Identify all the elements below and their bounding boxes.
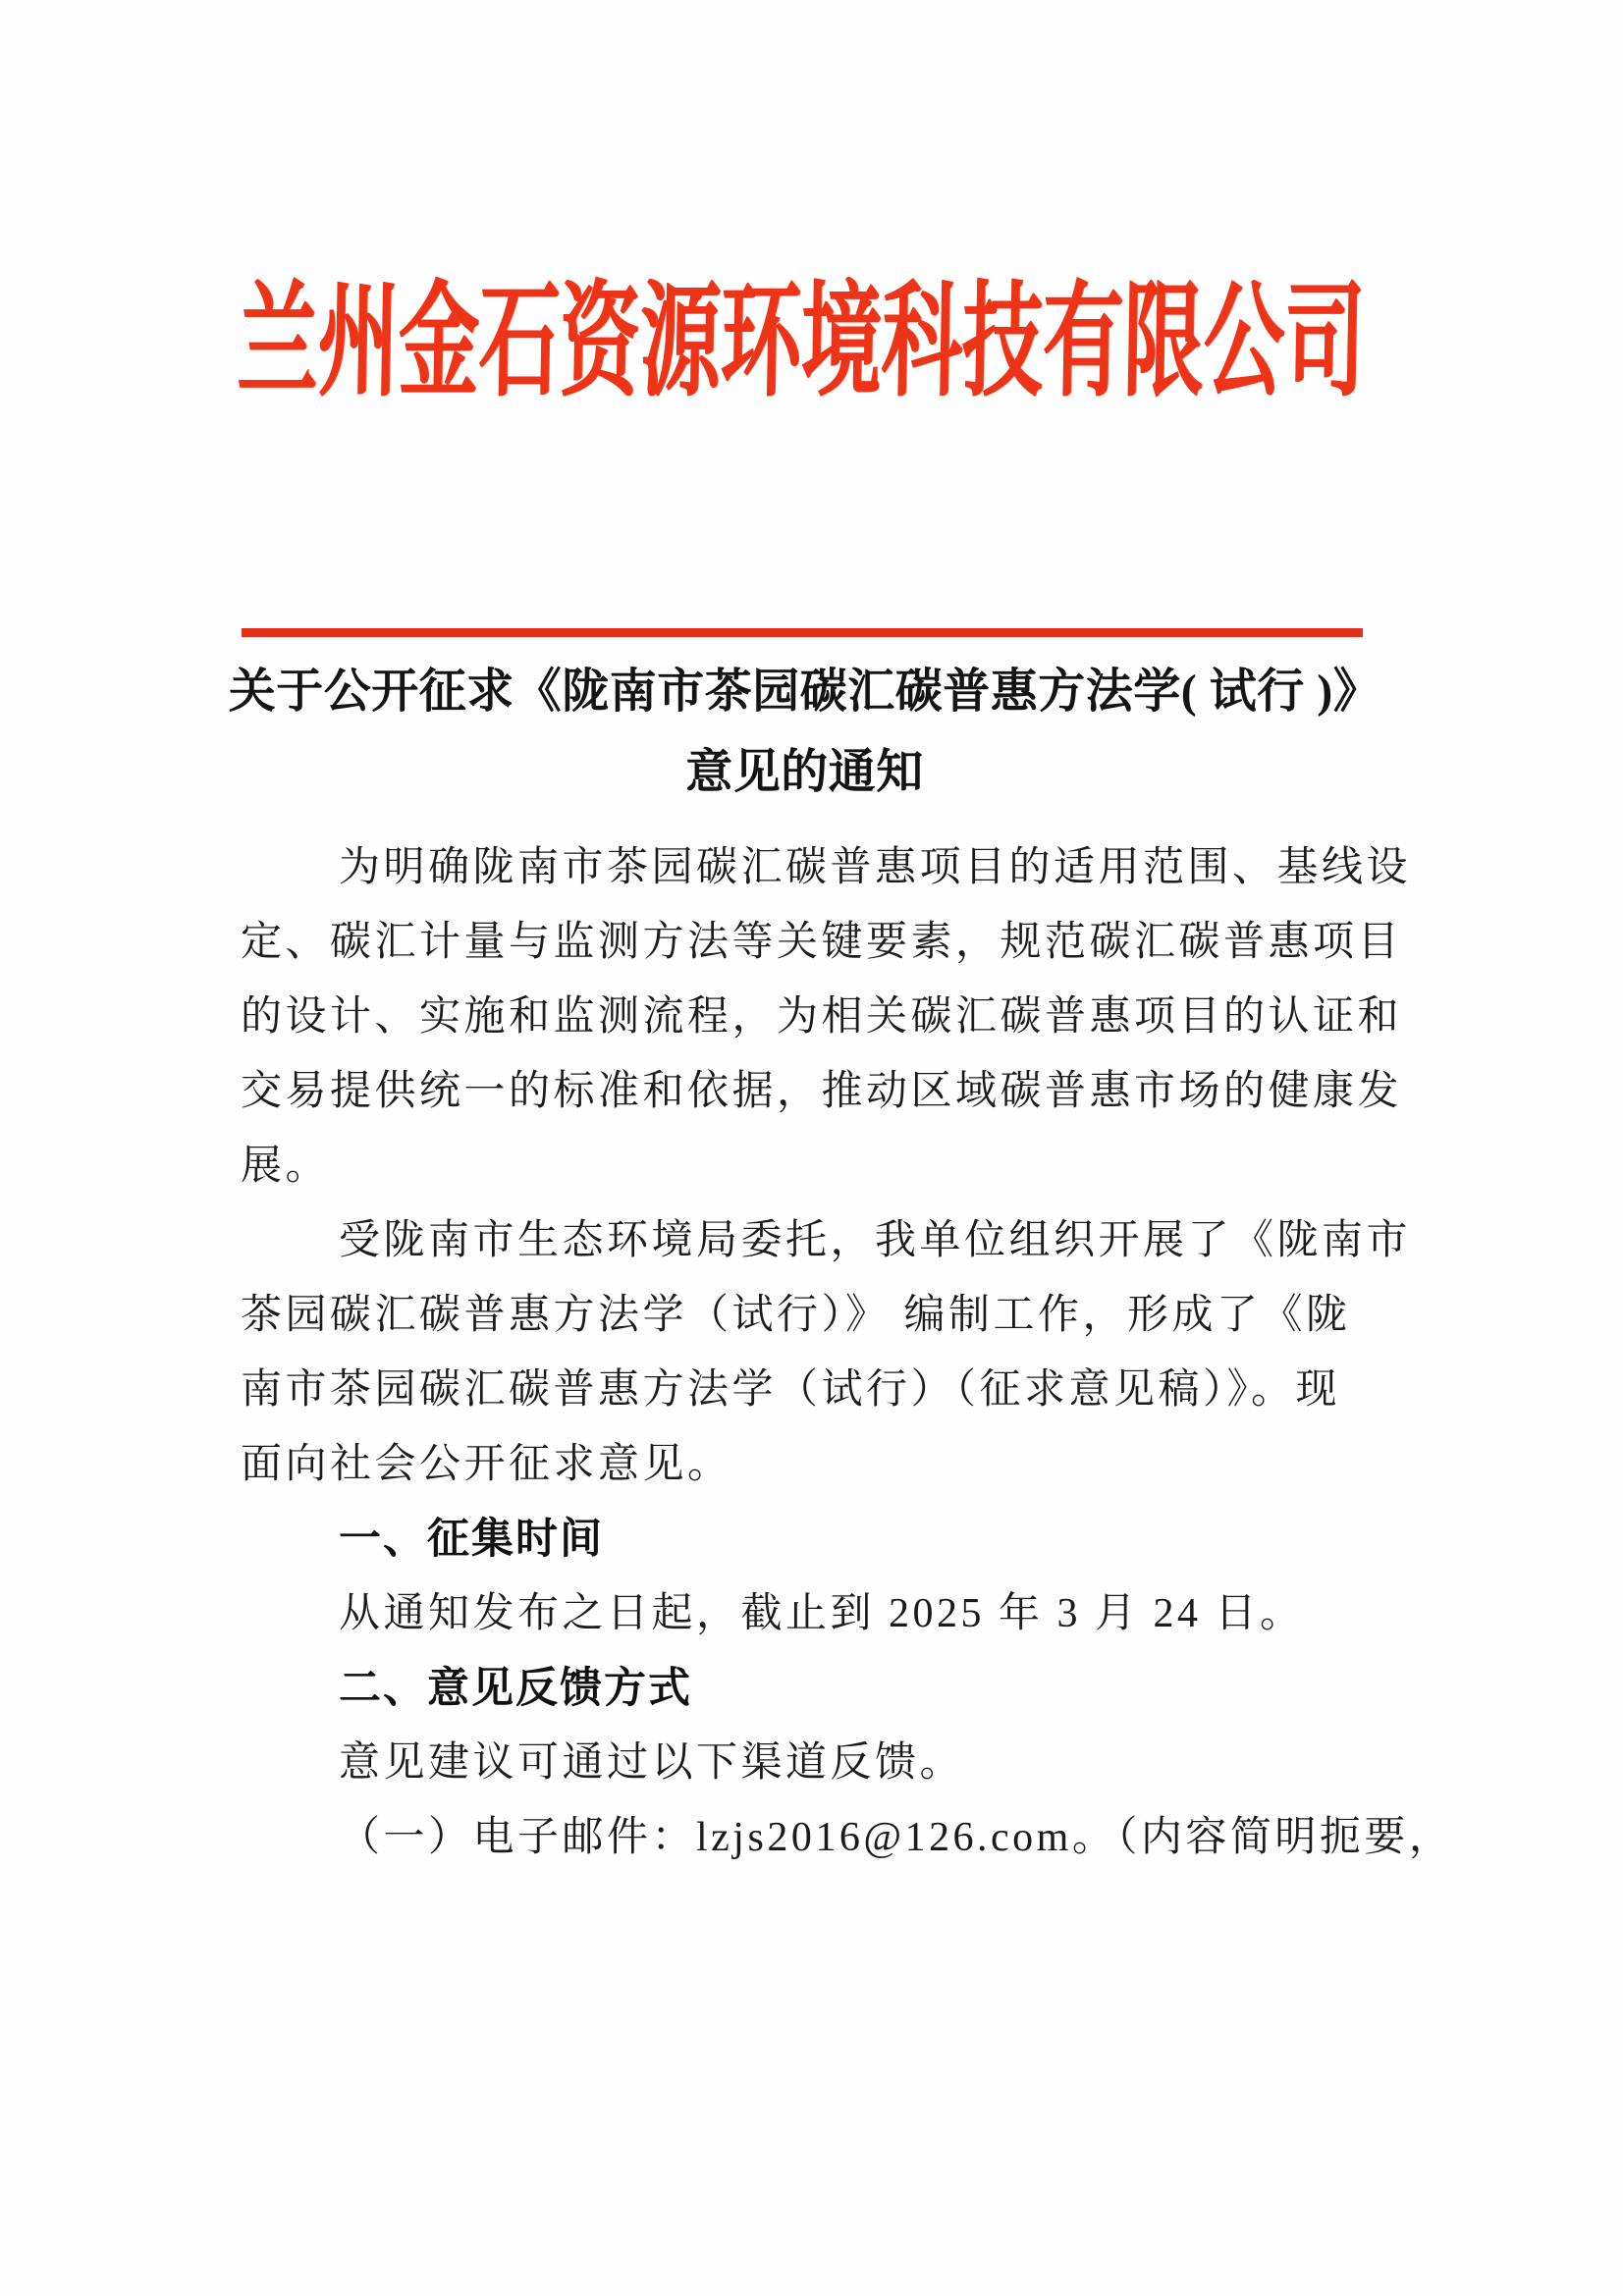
paragraph1-line4: 交易提供统一的标准和依据，推动区域碳普惠市场的健康发 bbox=[241, 1069, 1403, 1114]
paragraph2-line2: 茶园碳汇碳普惠方法学（试行）》 编制工作，形成了《陇 bbox=[241, 1293, 1351, 1338]
paragraph1-line5: 展。 bbox=[241, 1144, 331, 1189]
notice-body bbox=[241, 830, 1454, 1875]
notice-title-line-1: 关于公开征求《陇南市茶园碳汇碳普惠方法学( 试行 )》 bbox=[228, 666, 1381, 718]
paragraph2-line4: 面向社会公开征求意见。 bbox=[241, 1442, 732, 1487]
section2-item1-line1: （一）电子邮件：lzjs2016@126.com。（内容简明扼要， bbox=[339, 1815, 1454, 1860]
letterhead-divider bbox=[242, 628, 1363, 637]
paragraph2-line3: 南市茶园碳汇碳普惠方法学（试行）（征求意见稿）》。现 bbox=[241, 1367, 1341, 1413]
section2-line1: 意见建议可通过以下渠道反馈。 bbox=[339, 1740, 965, 1786]
section1-line1: 从通知发布之日起，截止到 2025 年 3 月 24 日。 bbox=[339, 1591, 1305, 1636]
section1-heading: 一、征集时间 bbox=[339, 1516, 604, 1563]
paragraph1-line3: 的设计、实施和监测流程，为相关碳汇碳普惠项目的认证和 bbox=[241, 994, 1403, 1040]
company-letterhead: 兰州金石资源环境科技有限公司 bbox=[236, 273, 1366, 412]
paragraph1-line2: 定、碳汇计量与监测方法等关键要素，规范碳汇碳普惠项目 bbox=[241, 920, 1403, 965]
section2-heading: 二、意见反馈方式 bbox=[339, 1665, 692, 1712]
notice-title bbox=[208, 652, 1401, 813]
paragraph2-line1: 受陇南市生态环境局委托，我单位组织开展了《陇南市 bbox=[339, 1218, 1412, 1263]
paragraph1-line1: 为明确陇南市茶园碳汇碳普惠项目的适用范围、基线设 bbox=[339, 845, 1412, 890]
notice-title-line-2: 意见的通知 bbox=[685, 746, 924, 798]
